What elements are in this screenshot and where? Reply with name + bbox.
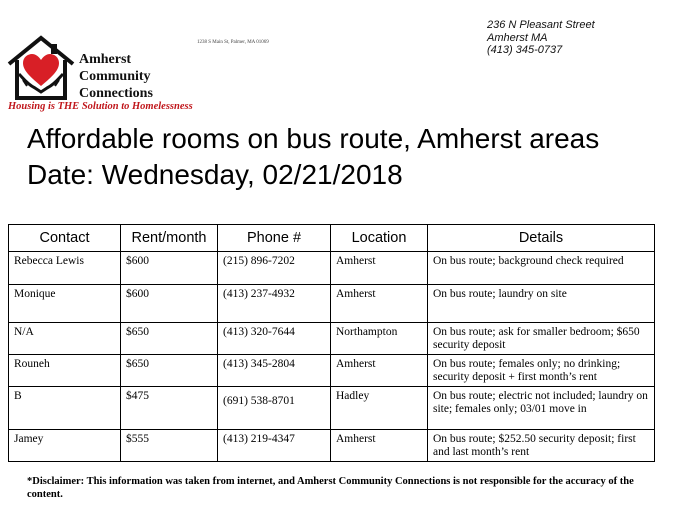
cell-rent: $650 — [121, 355, 218, 387]
table-row — [9, 323, 655, 355]
office-street: 236 N Pleasant Street — [487, 19, 595, 31]
cell-phone: (413) 345-2804 — [218, 355, 331, 387]
organization-tagline: Housing is THE Solution to Homelessness — [8, 101, 193, 112]
cell-location: Hadley — [331, 387, 428, 430]
cell-phone: (215) 896-7202 — [218, 252, 331, 285]
mailing-address: 1238 S Main St, Palmer, MA 01069 — [197, 40, 269, 45]
column-header-phone: Phone # — [218, 225, 331, 252]
cell-rent: $650 — [121, 323, 218, 355]
column-header-details: Details — [428, 225, 655, 252]
cell-location: Northampton — [331, 323, 428, 355]
cell-rent: $555 — [121, 430, 218, 462]
table-row — [9, 355, 655, 387]
table-header-row — [9, 225, 655, 252]
table-row — [9, 285, 655, 323]
cell-location: Amherst — [331, 252, 428, 285]
cell-contact: Rouneh — [9, 355, 121, 387]
cell-location: Amherst — [331, 285, 428, 323]
cell-location: Amherst — [331, 355, 428, 387]
cell-details: On bus route; females only; no drinking; security deposit + first month’s rent — [428, 355, 655, 387]
cell-contact: Monique — [9, 285, 121, 323]
cell-phone: (413) 219-4347 — [218, 430, 331, 462]
office-address — [487, 19, 595, 57]
page-title — [27, 121, 599, 193]
table-row — [9, 252, 655, 285]
cell-rent: $475 — [121, 387, 218, 430]
house-heart-hands-icon — [5, 34, 77, 102]
table-row — [9, 387, 655, 430]
office-city: Amherst MA — [487, 31, 548, 44]
cell-location: Amherst — [331, 430, 428, 462]
organization-name: Amherst Community Connections — [79, 52, 153, 101]
cell-details: On bus route; background check required — [428, 252, 655, 285]
column-header-contact: Contact — [9, 225, 121, 252]
cell-rent: $600 — [121, 285, 218, 323]
title-line: Affordable rooms on bus route, Amherst areas — [27, 123, 600, 154]
column-header-rent: Rent/month — [121, 225, 218, 252]
cell-details: On bus route; electric not included; laundry on site; females only; 03/01 move in — [428, 387, 655, 430]
cell-contact: Jamey — [9, 430, 121, 462]
cell-details: On bus route; laundry on site — [428, 285, 655, 323]
cell-details: On bus route; $252.50 security deposit; first and last month’s rent — [428, 430, 655, 462]
cell-contact: N/A — [9, 323, 121, 355]
cell-phone: (691) 538-8701 — [218, 387, 331, 430]
cell-rent: $600 — [121, 252, 218, 285]
cell-details: On bus route; ask for smaller bedroom; $650 security deposit — [428, 323, 655, 355]
cell-phone: (413) 237-4932 — [218, 285, 331, 323]
office-phone: (413) 345-0737 — [487, 44, 563, 56]
cell-contact: Rebecca Lewis — [9, 252, 121, 285]
column-header-location: Location — [331, 225, 428, 252]
cell-phone: (413) 320-7644 — [218, 323, 331, 355]
organization-logo — [5, 34, 193, 114]
cell-contact: B — [9, 387, 121, 430]
table-row — [9, 430, 655, 462]
disclaimer: *Disclaimer: This information was taken from internet, and Amherst Community Connections is not responsible for the accuracy of the content. — [27, 476, 634, 500]
listings-table — [8, 224, 655, 462]
date-line: Date: Wednesday, 02/21/2018 — [27, 159, 403, 190]
